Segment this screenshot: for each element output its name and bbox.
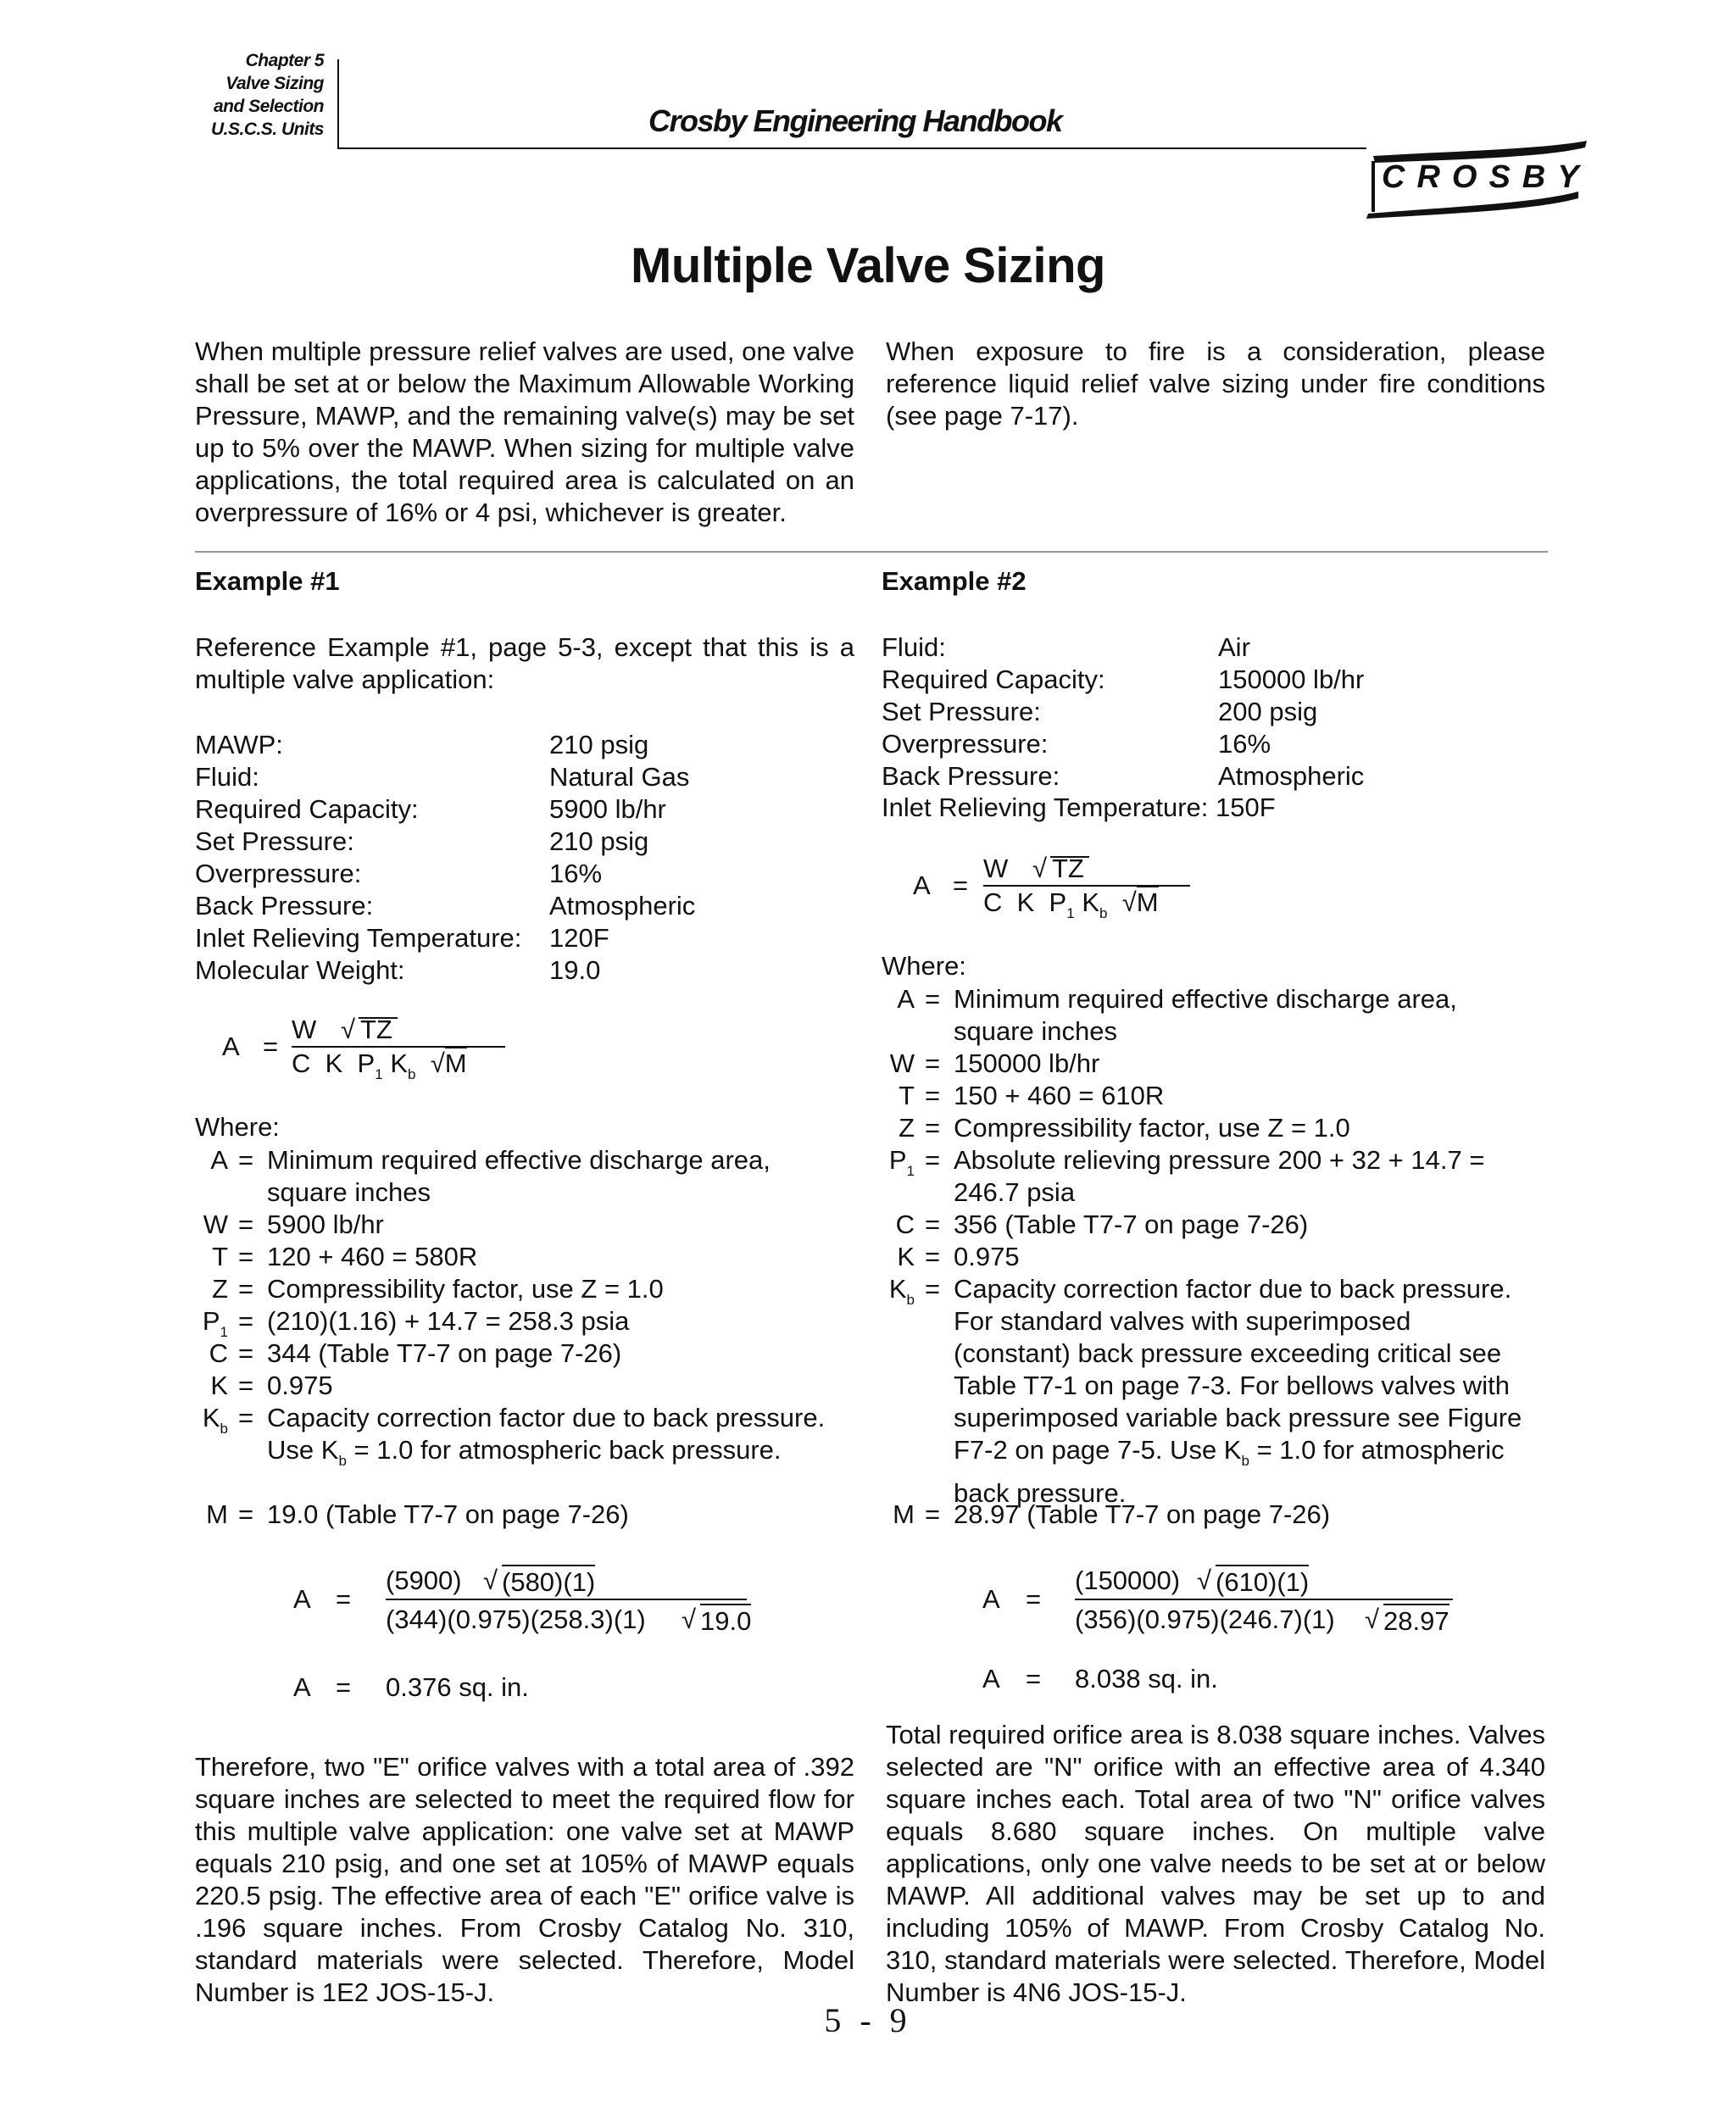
definition-text: 120 + 460 = 580R: [267, 1242, 478, 1271]
definition-text: Capacity correction factor due to back pressure. For standard valves with superimposed (constant) back pressure exceeding critical see Table T7-1 on page 7-3. For bellows valves with superimposed variable back pressure see Figure F7-2 on page 7-5. Use $K_b = 1.0$ for atmospheric back pressure.: [954, 1274, 1522, 1508]
definition-term: M: [206, 1499, 228, 1529]
param-label: Overpressure:: [882, 729, 1049, 759]
intro-right-text: When exposure to fire is a consideration, please reference liquid relief valve sizing under fire conditions (see page 7-17).: [886, 336, 1545, 431]
param-value: 19.0: [549, 955, 601, 985]
definition-text: (210)(1.16) + 14.7 = 258.3 psia: [267, 1306, 630, 1336]
definition-term: T: [899, 1081, 915, 1110]
example2-temperature: Inlet Relieving Temperature: 150F: [882, 793, 1276, 822]
sqrt-icon: √: [1197, 1566, 1212, 1595]
param-label: Fluid:: [195, 762, 259, 792]
definition-equals: =: [925, 1113, 941, 1143]
example1-reference: [195, 631, 854, 696]
definition-text: Compressibility factor, use Z = 1.0: [267, 1274, 664, 1304]
calc-den-b: 28.97: [1383, 1604, 1449, 1638]
param-label: Required Capacity:: [882, 665, 1105, 694]
chapter-line: Valve Sizing: [225, 74, 324, 93]
formula-den-k: K: [1016, 887, 1035, 917]
formula-den-k2: K: [1082, 887, 1100, 917]
definition-term: K: [210, 1371, 228, 1400]
definition-term-base: P: [888, 1145, 907, 1175]
definition-term-base: P: [202, 1306, 220, 1336]
result-equals: =: [1026, 1664, 1042, 1694]
definition-text: 19.0 (Table T7-7 on page 7-26): [267, 1499, 629, 1529]
formula-den: [292, 1048, 467, 1091]
result-lhs: A: [982, 1664, 1000, 1694]
param-value: 210 psig: [549, 826, 649, 856]
definition-equals: =: [925, 1081, 941, 1110]
header-rule: [339, 147, 1366, 149]
param-label: Fluid:: [882, 632, 946, 662]
intro-left: [195, 336, 854, 529]
definition-term: T: [212, 1242, 228, 1271]
definition-term-sub: b: [220, 1421, 228, 1437]
definition-text: Absolute relieving pressure 200 + 32 + 14.7 = 246.7 psia: [954, 1145, 1485, 1207]
param-label: Set Pressure:: [882, 697, 1041, 726]
definition-text: Capacity correction factor due to back pressure. Use $K_b = 1.0$ for atmospheric back pressure.: [267, 1403, 826, 1469]
param-label: Molecular Weight:: [195, 955, 405, 985]
example2-conclusion-text: Total required orifice area is 8.038 square inches. Valves selected are "N" orifice with an effective area of 4.340 square inches each. Total area of two "N" orifice valves equals 8.680 square inches. On multiple valve applications, only one valve needs to be set at or below MAWP. All additional valves may be set up to and including 105% of MAWP. From Crosby Catalog No. 310, standard materials were selected. Therefore, Model Number is 4N6 JOS-15-J.: [886, 1720, 1545, 2007]
example1-result: 0.376 sq. in.: [386, 1672, 529, 1702]
definition-equals: =: [925, 1242, 941, 1271]
definition-term: C: [895, 1210, 915, 1239]
definition-equals: =: [238, 1145, 254, 1175]
chapter-line: Chapter 5: [245, 51, 324, 70]
definition-equals: =: [238, 1210, 254, 1239]
intro-right: [886, 336, 1545, 432]
definition-term: [886, 1273, 915, 1316]
chapter-label: [144, 49, 324, 141]
example1-where: Where:: [195, 1112, 280, 1142]
definition-equals: =: [238, 1274, 254, 1304]
param-value: 16%: [1218, 729, 1271, 759]
sqrt-icon: √: [1032, 854, 1048, 883]
sqrt-icon: √: [483, 1566, 498, 1595]
example1-reference-text: Reference Example #1, page 5-3, except that this is a multiple valve application:: [195, 632, 854, 694]
calc-den-a: (356)(0.975)(246.7)(1): [1075, 1605, 1335, 1634]
formula-den-p-sub: 1: [375, 1066, 383, 1082]
example1-conclusion-text: Therefore, two "E" orifice valves with a total area of .392 square inches are selected to meet the required flow for this multiple valve application: one valve set at MAWP equals 210 psig, and one set at 105% of MAWP equals 220.5 psig. The effective area of each "E" orifice valve is .196 square inches. From Crosby Catalog No. 310, standard materials were selected. Therefore, Model Number is 1E2 JOS-15-J.: [195, 1752, 854, 2007]
formula-den-c: C: [983, 887, 1003, 917]
example1-heading: Example #1: [195, 566, 340, 596]
calc-lhs: A: [293, 1584, 311, 1614]
formula-den-k2-sub: b: [408, 1066, 416, 1082]
example2-conclusion: [886, 1719, 1545, 2009]
definition-text: 5900 lb/hr: [267, 1210, 384, 1239]
definition-term: W: [889, 1048, 915, 1078]
definition-equals: =: [238, 1242, 254, 1271]
param-value: 16%: [549, 859, 603, 888]
definition-term-sub: 1: [906, 1163, 915, 1179]
definition-text: 28.97 (Table T7-7 on page 7-26): [954, 1499, 1331, 1529]
section-divider: [195, 551, 1548, 553]
definition-equals: =: [925, 1145, 941, 1175]
definition-equals: =: [925, 984, 941, 1014]
definition-term: A: [210, 1145, 228, 1175]
logo-text: CROSBY: [1382, 159, 1591, 195]
definition-equals: =: [238, 1306, 254, 1336]
formula-den-p: P: [357, 1048, 376, 1078]
definition-equals: =: [925, 1210, 941, 1239]
calc-num-a: (5900): [386, 1566, 462, 1595]
definition-term: M: [893, 1499, 915, 1529]
formula-den-p: P: [1049, 887, 1067, 917]
definition-text: 150 + 460 = 610R: [954, 1081, 1165, 1110]
handbook-title: Crosby Engineering Handbook: [648, 103, 1062, 138]
formula-num-w: W: [983, 854, 1009, 883]
definition-term: [199, 1402, 228, 1445]
formula-den-k: K: [325, 1048, 343, 1078]
sqrt-icon: √: [430, 1048, 445, 1078]
calc-den-a: (344)(0.975)(258.3)(1): [386, 1605, 646, 1634]
formula-equals: =: [953, 870, 969, 900]
param-value: 210 psig: [549, 730, 649, 759]
param-value: 200 psig: [1218, 697, 1318, 726]
definition-equals: =: [925, 1274, 941, 1304]
calc-fraction-line: [1075, 1599, 1453, 1600]
param-label: Inlet Relieving Temperature:: [195, 923, 522, 953]
example2-result: 8.038 sq. in.: [1075, 1664, 1218, 1694]
example2-where: Where:: [882, 951, 966, 981]
definition-term-base: K: [202, 1403, 220, 1432]
param-label: Back Pressure:: [195, 891, 374, 920]
definition-term: W: [203, 1210, 228, 1239]
definition-text: 344 (Table T7-7 on page 7-26): [267, 1338, 622, 1368]
formula-den-p-sub: 1: [1066, 905, 1075, 921]
definition-term: [886, 1144, 915, 1187]
formula-lhs: A: [222, 1032, 240, 1061]
example1-conclusion: [195, 1751, 854, 2009]
formula-num-w: W: [292, 1015, 317, 1044]
param-label: Overpressure:: [195, 859, 362, 888]
param-value: Air: [1218, 632, 1250, 662]
crosby-logo: [1356, 139, 1594, 219]
param-value: 150000 lb/hr: [1218, 665, 1365, 694]
example2-heading: Example #2: [882, 566, 1027, 596]
formula-den-c: C: [292, 1048, 311, 1078]
definition-term-sub: b: [906, 1292, 915, 1308]
param-label: Set Pressure:: [195, 826, 354, 856]
definition-term: C: [209, 1338, 228, 1368]
definition-term: Z: [899, 1113, 915, 1143]
result-lhs: A: [293, 1672, 311, 1702]
sqrt-icon: √: [1365, 1605, 1380, 1634]
calc-num-a: (150000): [1075, 1566, 1181, 1595]
sqrt-icon: √: [682, 1605, 697, 1634]
definition-equals: =: [925, 1499, 941, 1529]
formula-den-m: M: [1136, 887, 1159, 917]
definition-text: 150000 lb/hr: [954, 1048, 1100, 1078]
calc-fraction-line: [386, 1599, 747, 1600]
sqrt-icon: √: [341, 1015, 356, 1044]
calc-den-b: 19.0: [700, 1604, 751, 1638]
param-label: Required Capacity:: [195, 794, 419, 824]
definition-equals: =: [238, 1403, 254, 1432]
formula-den-k2: K: [390, 1048, 409, 1078]
definition-equals: =: [238, 1499, 254, 1529]
definition-term-sub: 1: [220, 1324, 228, 1340]
definition-text: Minimum required effective discharge area, square inches: [954, 984, 1457, 1046]
param-value: 120F: [549, 923, 609, 953]
definition-term-base: K: [888, 1274, 907, 1304]
param-value: 5900 lb/hr: [549, 794, 666, 824]
definition-equals: =: [925, 1048, 941, 1078]
formula-den-k2-sub: b: [1099, 905, 1108, 921]
calc-lhs: A: [982, 1584, 1000, 1614]
definition-text: 0.975: [954, 1242, 1020, 1271]
chapter-line: and Selection: [213, 97, 324, 116]
param-label: MAWP:: [195, 730, 283, 759]
definition-text: 0.975: [267, 1371, 333, 1400]
page-number: 5 - 9: [824, 2001, 912, 2039]
formula-lhs: A: [913, 870, 931, 900]
definition-term: A: [897, 984, 915, 1014]
param-value: Atmospheric: [1218, 761, 1365, 791]
header-vertical-rule: [337, 59, 339, 149]
result-equals: =: [336, 1672, 352, 1702]
definition-term: K: [897, 1242, 915, 1271]
page-title: Multiple Valve Sizing: [631, 238, 1105, 293]
formula-den-m: M: [444, 1048, 467, 1078]
definition-text: Minimum required effective discharge area, square inches: [267, 1145, 771, 1207]
sqrt-icon: √: [1121, 887, 1137, 917]
calc-num-b: (580)(1): [502, 1565, 595, 1599]
definition-term: Z: [212, 1274, 228, 1304]
formula-num-tz: TZ: [360, 1015, 392, 1044]
calc-num-b: (610)(1): [1216, 1565, 1309, 1599]
intro-left-text: When multiple pressure relief valves are used, one valve shall be set at or below the Maximum Allowable Working Pressure, MAWP, and the remaining valve(s) may be set up to 5% over the MAWP. When sizing for multiple valve applications, the total required area is calculated on an overpressure of 16% or 4 psi, whichever is greater.: [195, 336, 854, 527]
chapter-line: U.S.C.S. Units: [210, 120, 324, 139]
param-value: Atmospheric: [549, 891, 696, 920]
definition-equals: =: [238, 1371, 254, 1400]
param-value: Natural Gas: [549, 762, 690, 792]
formula-num-tz: TZ: [1052, 854, 1084, 883]
definition-equals: =: [238, 1338, 254, 1368]
calc-equals: =: [1026, 1584, 1042, 1614]
definition-text: 356 (Table T7-7 on page 7-26): [954, 1210, 1309, 1239]
param-label: Back Pressure:: [882, 761, 1060, 791]
calc-equals: =: [336, 1584, 352, 1614]
formula-den: [983, 887, 1159, 930]
formula-equals: =: [263, 1032, 279, 1061]
definition-text: Compressibility factor, use Z = 1.0: [954, 1113, 1350, 1143]
